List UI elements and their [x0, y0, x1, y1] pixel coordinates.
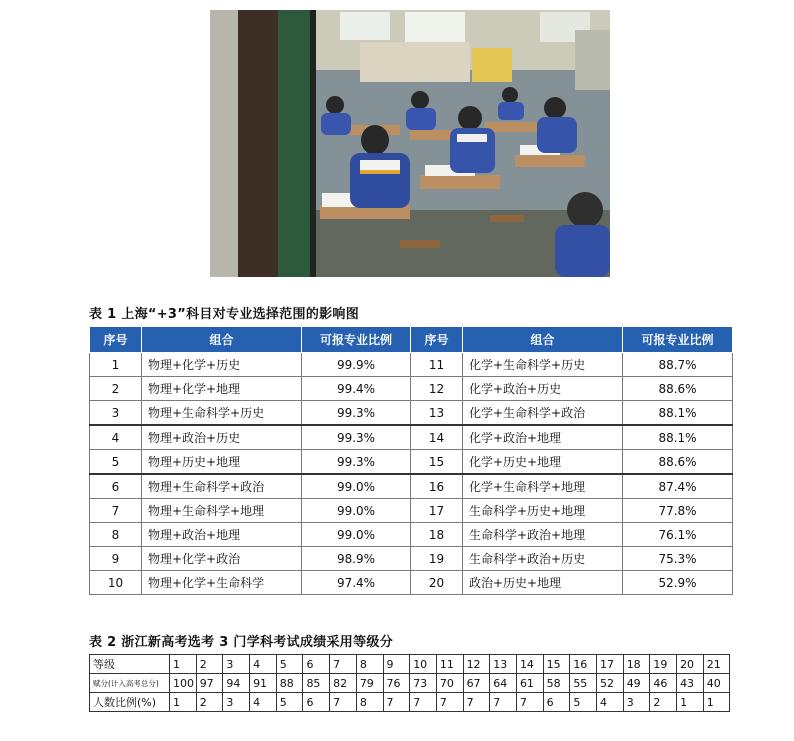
table-row [90, 693, 730, 712]
row-ratio: 97.4% [302, 571, 411, 595]
row-combination: 物理+化学+政治 [142, 547, 302, 571]
row-combination: 物理+生命科学+历史 [142, 401, 302, 426]
table-cell: 5 [276, 693, 303, 712]
row-ratio: 88.1% [623, 425, 733, 450]
table-cell: 18 [623, 655, 650, 674]
table-cell: 20 [677, 655, 704, 674]
table-cell: 3 [223, 655, 250, 674]
row-index: 8 [90, 523, 142, 547]
row-ratio: 98.9% [302, 547, 411, 571]
table-cell: 70 [436, 674, 463, 693]
table-cell: 91 [250, 674, 277, 693]
row-index: 12 [411, 377, 463, 401]
table2-caption: 表 2 浙江新高考选考 3 门学科考试成绩采用等级分 [89, 635, 393, 650]
row-index: 9 [90, 547, 142, 571]
header-ratio: 可报专业比例 [302, 327, 411, 353]
header-combination: 组合 [463, 327, 623, 353]
row-combination: 化学+政治+历史 [463, 377, 623, 401]
row-ratio: 99.3% [302, 401, 411, 426]
table-cell: 88 [276, 674, 303, 693]
grade-score-table [89, 654, 730, 712]
row-index: 7 [90, 499, 142, 523]
row-combination: 物理+化学+生命科学 [142, 571, 302, 595]
table-cell: 6 [303, 655, 330, 674]
table-cell: 7 [490, 693, 517, 712]
table-cell: 1 [703, 693, 730, 712]
table-cell: 10 [410, 655, 437, 674]
row-combination: 物理+政治+地理 [142, 523, 302, 547]
table-cell: 7 [330, 693, 357, 712]
table-cell: 2 [196, 693, 223, 712]
table-cell: 15 [543, 655, 570, 674]
row-ratio: 88.6% [623, 377, 733, 401]
table-cell: 2 [196, 655, 223, 674]
table1-caption: 表 1 上海“+3”科目对专业选择范围的影响图 [89, 307, 360, 322]
row-combination: 物理+政治+历史 [142, 425, 302, 450]
table-cell: 8 [356, 655, 383, 674]
table-row [90, 425, 733, 450]
table-cell: 76 [383, 674, 410, 693]
table-row [90, 547, 733, 571]
row-ratio: 76.1% [623, 523, 733, 547]
row-combination: 物理+化学+地理 [142, 377, 302, 401]
table-cell: 5 [570, 693, 597, 712]
table-row [90, 353, 733, 377]
table-cell: 2 [650, 693, 677, 712]
table-cell: 4 [250, 655, 277, 674]
row-index: 2 [90, 377, 142, 401]
table-cell: 64 [490, 674, 517, 693]
table-cell: 85 [303, 674, 330, 693]
table-row [90, 571, 733, 595]
row-combination: 物理+生命科学+地理 [142, 499, 302, 523]
row-header: 等级 [90, 655, 170, 674]
row-index: 20 [411, 571, 463, 595]
row-combination: 生命科学+政治+地理 [463, 523, 623, 547]
table-cell: 21 [703, 655, 730, 674]
table-cell: 17 [597, 655, 624, 674]
table-cell: 3 [223, 693, 250, 712]
table-cell: 7 [463, 693, 490, 712]
row-ratio: 99.4% [302, 377, 411, 401]
row-ratio: 99.9% [302, 353, 411, 377]
table-row [90, 655, 730, 674]
row-combination: 生命科学+政治+历史 [463, 547, 623, 571]
row-index: 18 [411, 523, 463, 547]
table-row [90, 674, 730, 693]
header-ratio: 可报专业比例 [623, 327, 733, 353]
table-cell: 6 [303, 693, 330, 712]
table-cell: 82 [330, 674, 357, 693]
table-cell: 6 [543, 693, 570, 712]
header-index: 序号 [90, 327, 142, 353]
table-cell: 8 [356, 693, 383, 712]
header-index: 序号 [411, 327, 463, 353]
row-ratio: 99.3% [302, 425, 411, 450]
row-index: 6 [90, 474, 142, 499]
classroom-photo [210, 10, 610, 277]
table-cell: 79 [356, 674, 383, 693]
table-row [90, 523, 733, 547]
table-cell: 67 [463, 674, 490, 693]
table-row [90, 401, 733, 426]
row-index: 19 [411, 547, 463, 571]
table-cell: 7 [516, 693, 543, 712]
row-ratio: 77.8% [623, 499, 733, 523]
table-cell: 61 [516, 674, 543, 693]
row-combination: 物理+化学+历史 [142, 353, 302, 377]
row-header: 人数比例(%) [90, 693, 170, 712]
row-ratio: 88.7% [623, 353, 733, 377]
table-cell: 1 [677, 693, 704, 712]
table-cell: 55 [570, 674, 597, 693]
row-combination: 生命科学+历史+地理 [463, 499, 623, 523]
row-combination: 政治+历史+地理 [463, 571, 623, 595]
row-ratio: 88.6% [623, 450, 733, 475]
row-header: 赋分(计入高考总分) [90, 674, 170, 693]
row-index: 10 [90, 571, 142, 595]
table-row [90, 377, 733, 401]
table-cell: 4 [250, 693, 277, 712]
row-ratio: 99.3% [302, 450, 411, 475]
table-cell: 73 [410, 674, 437, 693]
table-cell: 14 [516, 655, 543, 674]
table-cell: 11 [436, 655, 463, 674]
row-combination: 化学+政治+地理 [463, 425, 623, 450]
table-cell: 100 [170, 674, 197, 693]
row-index: 3 [90, 401, 142, 426]
row-combination: 化学+历史+地理 [463, 450, 623, 475]
table-cell: 7 [383, 693, 410, 712]
table-cell: 12 [463, 655, 490, 674]
row-index: 5 [90, 450, 142, 475]
row-ratio: 99.0% [302, 499, 411, 523]
row-ratio: 52.9% [623, 571, 733, 595]
table-cell: 5 [276, 655, 303, 674]
row-combination: 化学+生命科学+历史 [463, 353, 623, 377]
row-index: 15 [411, 450, 463, 475]
table-cell: 49 [623, 674, 650, 693]
table-cell: 19 [650, 655, 677, 674]
table1-header-row [90, 327, 733, 353]
table-cell: 3 [623, 693, 650, 712]
row-combination: 化学+生命科学+地理 [463, 474, 623, 499]
row-index: 14 [411, 425, 463, 450]
table-cell: 58 [543, 674, 570, 693]
row-index: 1 [90, 353, 142, 377]
header-combination: 组合 [142, 327, 302, 353]
row-index: 17 [411, 499, 463, 523]
row-ratio: 75.3% [623, 547, 733, 571]
subject-combination-table [89, 326, 733, 595]
table-cell: 7 [436, 693, 463, 712]
row-index: 16 [411, 474, 463, 499]
table-cell: 7 [410, 693, 437, 712]
table-cell: 97 [196, 674, 223, 693]
row-ratio: 99.0% [302, 523, 411, 547]
table-cell: 13 [490, 655, 517, 674]
row-combination: 物理+生命科学+政治 [142, 474, 302, 499]
table-cell: 94 [223, 674, 250, 693]
row-combination: 物理+历史+地理 [142, 450, 302, 475]
row-index: 11 [411, 353, 463, 377]
row-ratio: 87.4% [623, 474, 733, 499]
table-cell: 46 [650, 674, 677, 693]
table-cell: 4 [597, 693, 624, 712]
table-cell: 43 [677, 674, 704, 693]
table-cell: 1 [170, 693, 197, 712]
row-ratio: 88.1% [623, 401, 733, 426]
row-index: 13 [411, 401, 463, 426]
table-cell: 16 [570, 655, 597, 674]
row-ratio: 99.0% [302, 474, 411, 499]
table-cell: 40 [703, 674, 730, 693]
table-cell: 9 [383, 655, 410, 674]
table-cell: 52 [597, 674, 624, 693]
table-cell: 7 [330, 655, 357, 674]
table-row [90, 450, 733, 475]
row-combination: 化学+生命科学+政治 [463, 401, 623, 426]
table-cell: 1 [170, 655, 197, 674]
table-row [90, 474, 733, 499]
table-row [90, 499, 733, 523]
row-index: 4 [90, 425, 142, 450]
